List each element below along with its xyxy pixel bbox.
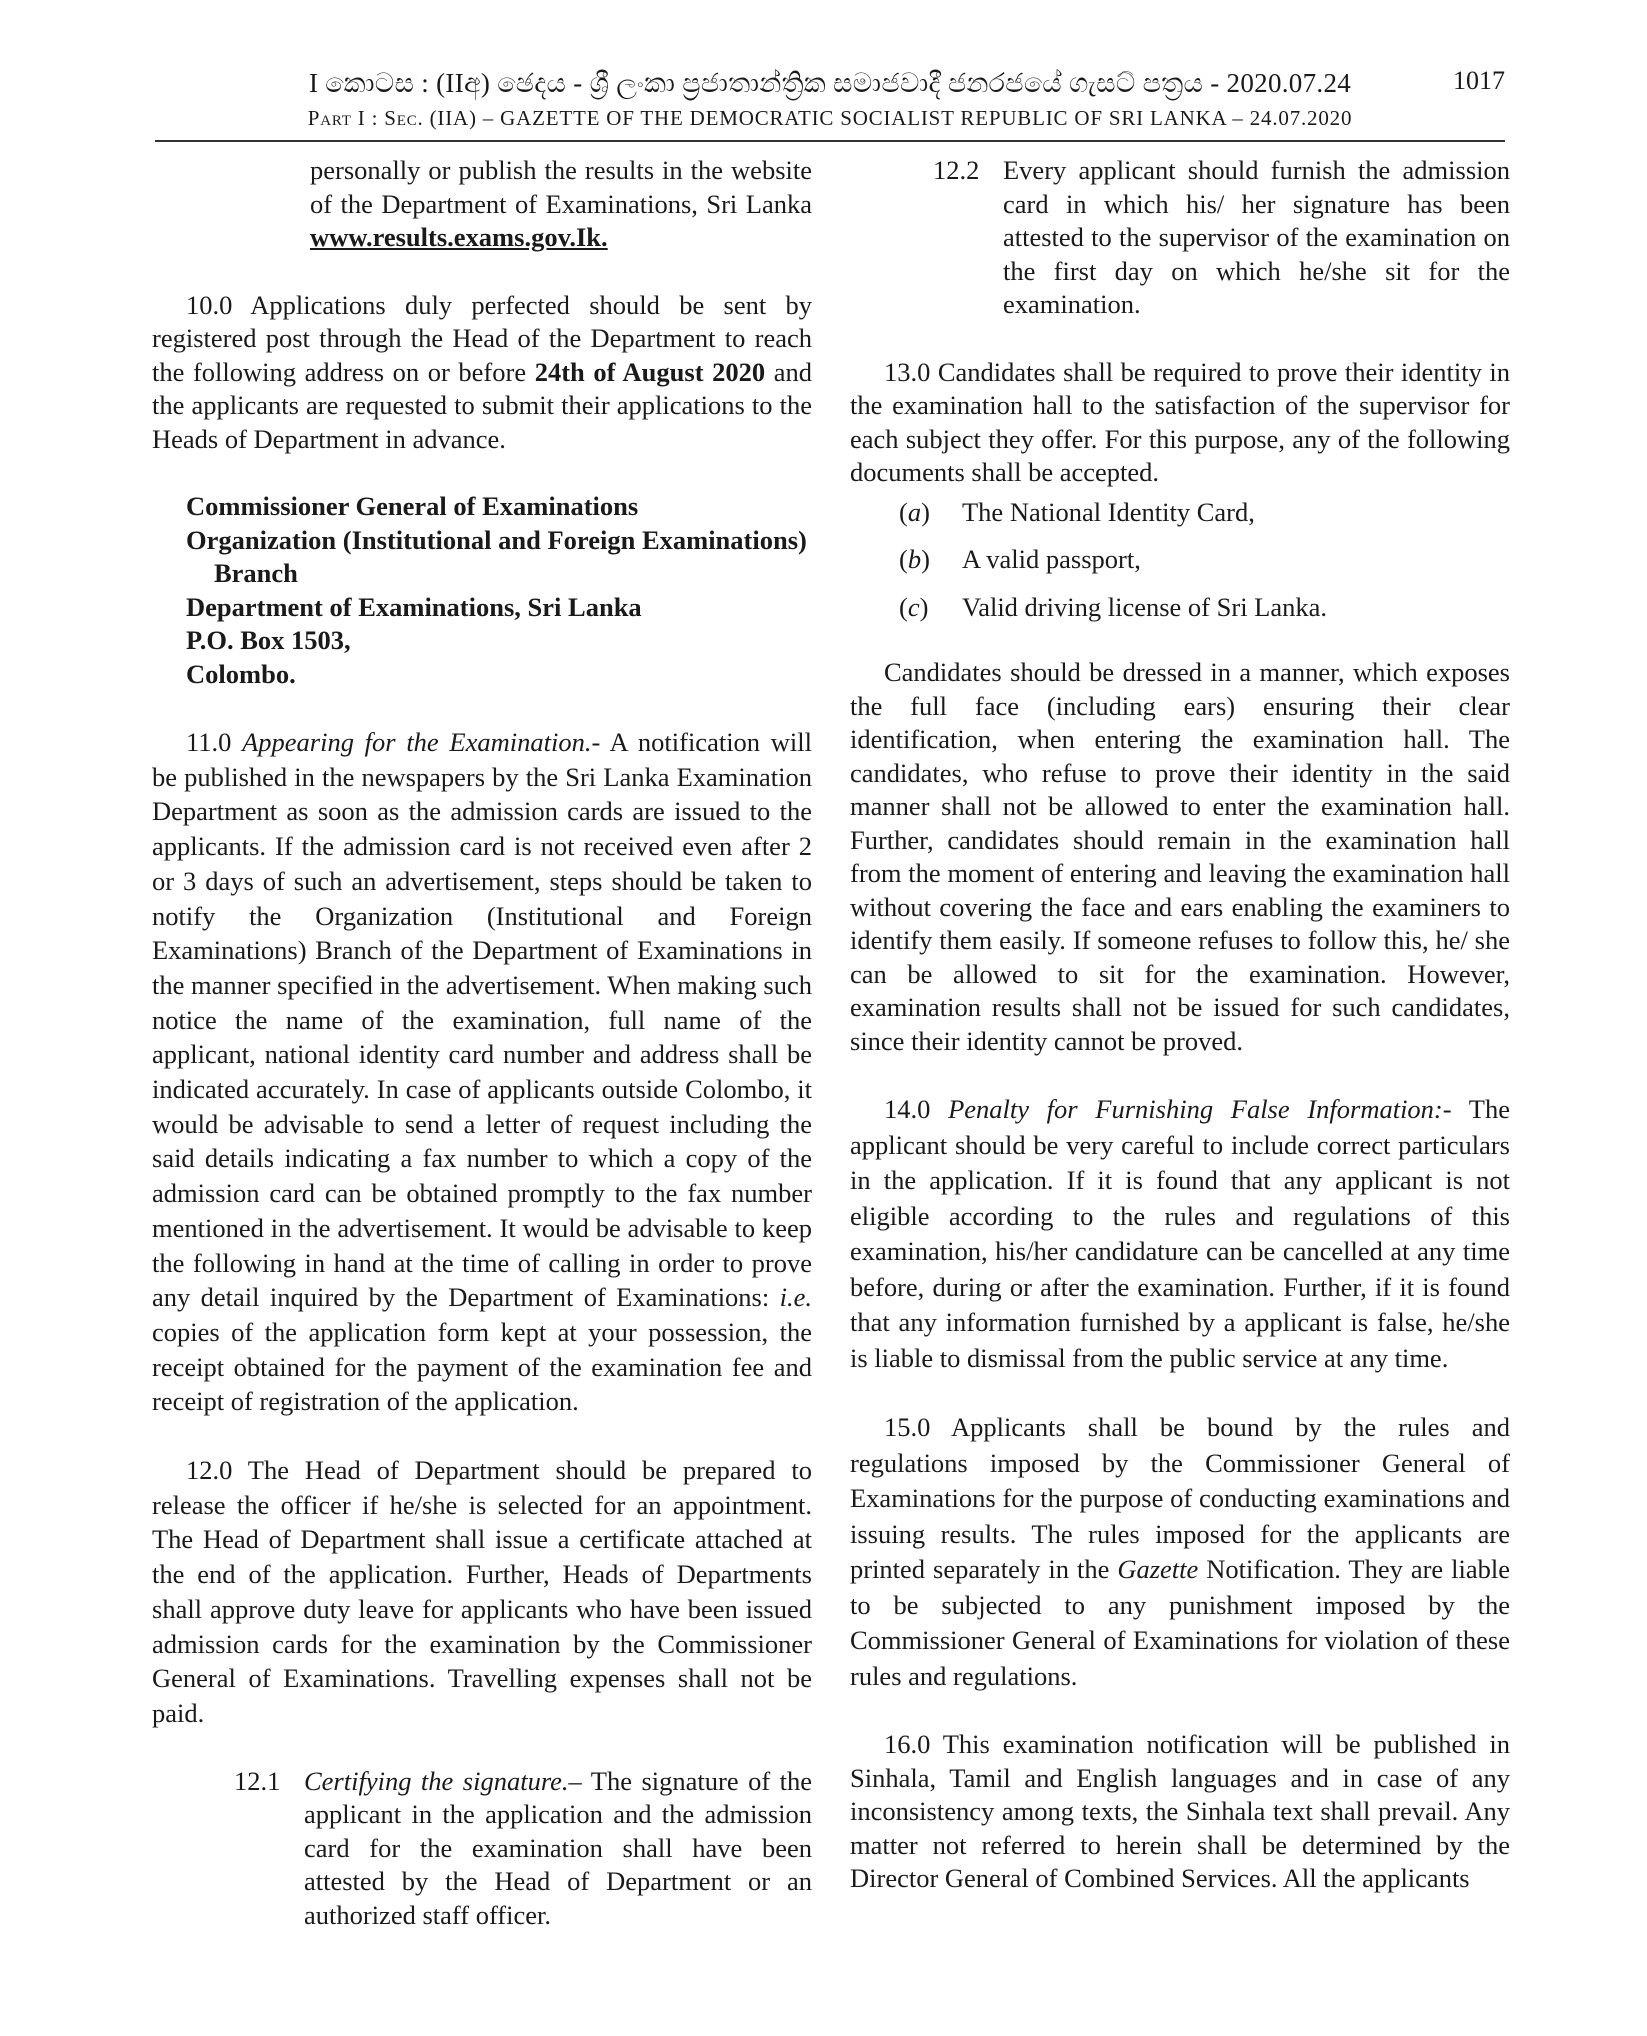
list-item xyxy=(850,496,1510,530)
paragraph-12-1-text: – The signature of the applicant in the application and the admission card for the examination shall have been attested by the Head of Department or an authorized staff officer. xyxy=(304,1765,812,1930)
accepted-documents-list xyxy=(850,496,1510,625)
paragraph-12-1-body xyxy=(304,1765,812,1933)
section-number: 11.0 xyxy=(186,727,243,757)
paragraph-14 xyxy=(850,1092,1510,1376)
section-title: Appearing for the Examination. xyxy=(242,727,592,757)
deadline-date: 24th of August 2020 xyxy=(534,356,766,387)
list-marker: (c) xyxy=(899,591,929,622)
address-line: Commissioner General of Examinations xyxy=(186,491,639,521)
mailing-address xyxy=(152,490,812,691)
sinhala-header-date: 2020.07.24 xyxy=(1226,68,1352,98)
section-number: 14.0 xyxy=(884,1094,949,1124)
sinhala-header xyxy=(155,68,1505,100)
paragraph-results-continued xyxy=(152,154,812,255)
paragraph-15 xyxy=(850,1410,1510,1694)
address-line: Department of Examinations, Sri Lanka xyxy=(186,591,642,622)
paragraph-11-text-a: - A notification will be published in the newspapers by the Sri Lanka Examination Department as soon as the admission cards are issued to the applicants. If the admission card is not received even after 2 or 3 days of such an advertisement, steps should be taken to notify the Organization (Institutional and Foreign Examinations) Branch of the Department of Examinations in the manner specified in the advertisement. When making such notice the name of the examination, full name of the applicant, national identity card number and address shall be indicated accurately. In case of applicants outside Colombo, it would be advisable to send a letter of request including the said details indicating a fax number to which a copy of the admission card can be obtained promptly to the fax number mentioned in the advertisement. It would be advisable to keep the following in hand at the time of calling in order to prove any detail inquired by the Department of Examinations: xyxy=(152,727,812,1313)
paragraph-14-text: The applicant should be very careful to include correct particulars in the application. If it is found that any applicant is not eligible according to the rules and regulations of this examination, his/her candidature can be cancelled at any time before, during or after the examination. Further, if it is found that any information furnished by a applicant is false, he/she is liable to dismissal from the public service at any time. xyxy=(850,1094,1510,1373)
ie-abbreviation: i.e. xyxy=(779,1282,812,1313)
section-number: 12.2 xyxy=(933,155,980,185)
address-line: P.O. Box 1503, xyxy=(186,625,351,655)
list-item-text: A valid passport, xyxy=(962,544,1141,574)
paragraph-10 xyxy=(152,289,812,457)
list-item xyxy=(850,591,1510,625)
page-number: 1017 xyxy=(1453,66,1505,95)
page-header xyxy=(155,0,1505,142)
section-title: Penalty for Furnishing False Information:- xyxy=(948,1094,1452,1124)
section-title: Certifying the signature. xyxy=(304,1765,569,1796)
list-item-text: Valid driving license of Sri Lanka. xyxy=(962,591,1328,622)
paragraph-15-text-b: Notification. They are liable to be subjected to any punishment imposed by the Commissioner General of Examinations for violation of these rules and regulations. xyxy=(850,1554,1510,1691)
header-divider xyxy=(155,140,1505,142)
paragraph-12-2 xyxy=(850,154,1510,322)
paragraph-13: 13.0 Candidates shall be required to prove their identity in the examination hall to the satisfaction of the supervisor for each subject they offer. For this purpose, any of the following documents shall be accepted. xyxy=(850,356,1510,487)
paragraph-10-text-a: 10.0 Applications duly perfected should be sent by registered post through the Head of the Department to reach the following address on or before xyxy=(152,289,812,387)
section-number: 12.1 xyxy=(234,1765,281,1796)
paragraph-dress-code: Candidates should be dressed in a manner, which exposes the full face (including ears) ensuring their clear identification, when entering the examination hall. The candidates, who refuse to prove their identity in the said manner shall not be allowed to enter the examination hall. Further, candidates should remain in the examination hall from the moment of entering and leaving the examination hall without covering the face and ears enabling the examiners to identify them easily. If someone refuses to follow this, he/ she can be allowed to sit for the examination. However, examination results shall not be issued for such candidates, since their identity cannot be proved. xyxy=(850,657,1510,1056)
list-item xyxy=(850,543,1510,577)
address-line: Colombo. xyxy=(186,658,296,689)
paragraph-12-2-body: Every applicant should furnish the admission card in which his/ her signature has been attested to the supervisor of the examination on the first day on which he/she sit for the examination. xyxy=(1003,155,1510,319)
paragraph-16: 16.0 This examination notification will be published in Sinhala, Tamil and English languages and in case of any inconsistency among texts, the Sinhala text shall prevail. Any matter not referred to herein shall be determined by the Director General of Combined Services. All the applicants xyxy=(850,1729,1510,1893)
left-column xyxy=(152,154,812,1932)
paragraph-15-text-a: 15.0 Applicants shall be bound by the rules and regulations imposed by the Commissioner General of Examinations for the purpose of conducting examinations and issuing results. The rules imposed for the applicants are printed separately in the xyxy=(850,1412,1510,1584)
address-line: Organization (Institutional and Foreign Examinations) xyxy=(186,524,807,555)
list-marker: (b) xyxy=(899,544,930,574)
address-line: Branch xyxy=(214,558,298,588)
list-item-text: The National Identity Card, xyxy=(962,496,1255,527)
results-text: personally or publish the results in the website of the Department of Examinations, Sri Lanka xyxy=(310,155,812,219)
list-marker: (a) xyxy=(899,496,930,527)
paragraph-11 xyxy=(152,725,812,1419)
results-website-link[interactable]: www.results.exams.gov.Ik. xyxy=(310,222,608,252)
paragraph-10-text-b: and the applicants are requested to submit their applications to the Heads of Department in advance. xyxy=(152,356,812,454)
paragraph-12-1 xyxy=(152,1765,812,1933)
english-header: Part I : Sec. (IIA) – GAZETTE OF THE DEMOCRATIC SOCIALIST REPUBLIC OF SRI LANKA – 24.07.2020 xyxy=(307,106,1353,130)
right-column xyxy=(850,154,1510,1896)
gazette-word: Gazette xyxy=(1117,1554,1199,1584)
paragraph-11-text-b: copies of the application form kept at your possession, the receipt obtained for the payment of the examination fee and receipt of registration of the application. xyxy=(152,1316,812,1417)
paragraph-12: 12.0 The Head of Department should be prepared to release the officer if he/she is selected for an appointment. The Head of Department shall issue a certificate attached at the end of the application. Further, Heads of Departments shall approve duty leave for applicants who have been issued admission cards for the examination by the Commissioner General of Examinations. Travelling expenses shall not be paid. xyxy=(152,1455,812,1728)
sinhala-header-title: I කොටස : (IIඅ) ඡෙදය - ශ්‍රී ලංකා ප්‍රජාතාන්ත්‍රික සමාජවාදී ජනරජයේ ගැසට් පත්‍රය - xyxy=(308,68,1227,98)
